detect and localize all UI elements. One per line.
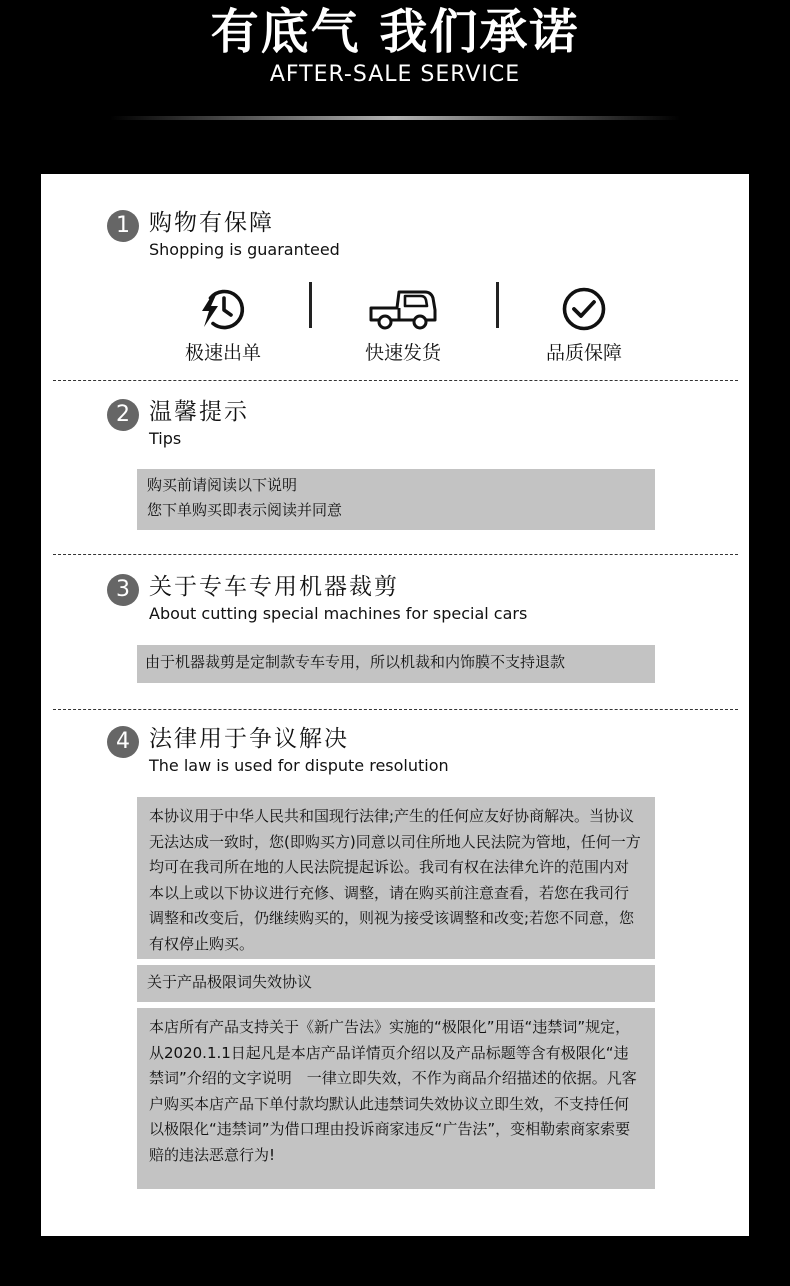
feature-fast-ship — [343, 286, 463, 365]
section-title-cn: 购物有保障 — [149, 210, 274, 236]
law-subheading: 关于产品极限词失效协议 — [147, 973, 313, 991]
tips-line: 您下单购买即表示阅读并同意 — [147, 501, 343, 519]
section-divider — [53, 709, 738, 710]
section-divider — [53, 380, 738, 381]
section-number-badge: 1 — [107, 210, 139, 242]
section-number-badge: 4 — [107, 726, 139, 758]
subheading-box — [137, 965, 655, 1002]
tips-box — [137, 469, 655, 530]
ad-law-paragraph-box — [137, 1008, 655, 1189]
section-title-cn: 温馨提示 — [149, 399, 249, 425]
section-divider — [53, 554, 738, 555]
feature-quality — [524, 286, 644, 365]
section-title-en: The law is used for dispute resolution — [149, 756, 449, 775]
section-number-badge: 3 — [107, 574, 139, 606]
truck-icon — [367, 286, 439, 332]
check-circle-icon — [561, 286, 607, 332]
hero-title: 有底气 我们承诺 — [210, 4, 580, 60]
section-title-en: Shopping is guaranteed — [149, 240, 340, 259]
header-glow-divider — [110, 116, 680, 120]
feature-fast-order — [163, 286, 283, 365]
section-title-en: Tips — [149, 429, 182, 448]
tips-line: 购买前请阅读以下说明 — [147, 476, 298, 494]
feature-label: 品质保障 — [545, 342, 622, 364]
section-title-cn: 法律用于争议解决 — [149, 726, 349, 752]
lightning-clock-icon — [198, 286, 248, 332]
feature-divider — [309, 282, 312, 328]
cutting-note-box — [137, 645, 655, 683]
section-title-en: About cutting special machines for special cars — [149, 604, 528, 623]
ad-law-paragraph: 本店所有产品支持关于《新广告法》实施的“极限化”用语“违禁词”规定，从2020.1.1日起凡是本店产品详情页介绍以及产品标题等含有极限化“违禁词”介绍的文字说明 一律立即失效，不作为商品介绍描述的依据。凡客户购买本店产品下单付款均默认此违禁词失效协议立即生效，不支持任何以极限化“违禁词”为借口理由投诉商家违反“广告法”，变相勒索商家索要赔的违法恶意行为! — [149, 1018, 637, 1164]
content-panel — [41, 174, 749, 1236]
cutting-note-text: 由于机器裁剪是定制款专车专用，所以机裁和内饰膜不支持退款 — [145, 653, 566, 671]
law-paragraph: 本协议用于中华人民共和国现行法律;产生的任何应友好协商解决。当协议无法达成一致时，您(即购买方)同意以司住所地人民法院为管地，任何一方均可在我司所在地的人民法院提起诉讼。我司有权在法律允许的范围内对本以上或以下协议进行充修、调整，请在购买前注意查看，若您在我司行调整和改变后，仍继续购买的，则视为接受该调整和改变;若您不同意，您有权停止购买。 — [149, 807, 641, 953]
feature-label: 快速发货 — [364, 342, 441, 364]
hero-subtitle: AFTER-SALE SERVICE — [269, 62, 521, 87]
feature-label: 极速出单 — [184, 342, 261, 364]
feature-divider — [496, 282, 499, 328]
section-title-cn: 关于专车专用机器裁剪 — [149, 574, 399, 600]
section-number-badge: 2 — [107, 399, 139, 431]
law-paragraph-box — [137, 797, 655, 959]
